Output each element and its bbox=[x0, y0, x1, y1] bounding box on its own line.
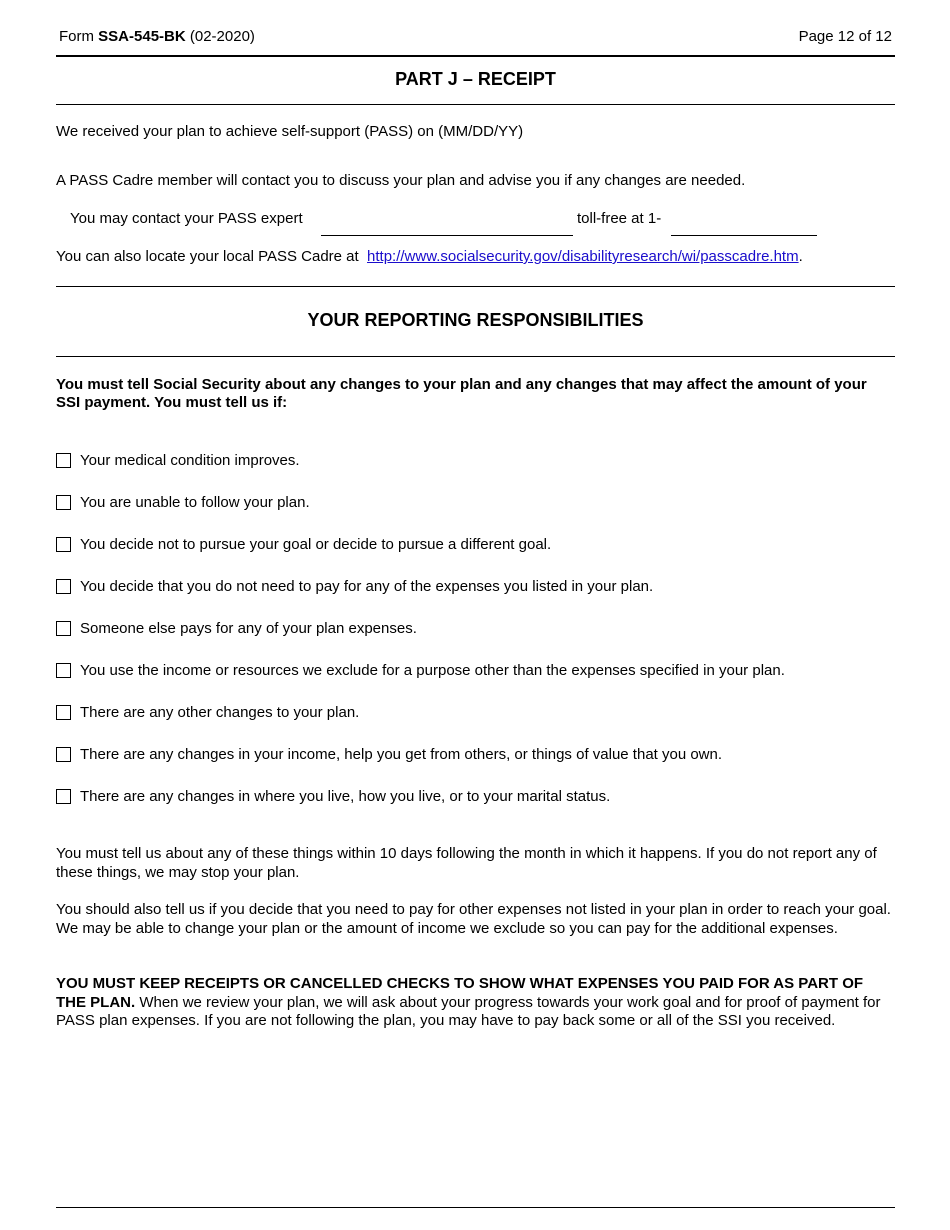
part-j-title: PART J – RECEIPT bbox=[395, 69, 556, 89]
checklist-item bbox=[56, 534, 551, 554]
checkbox[interactable] bbox=[56, 453, 71, 468]
toll-free-number-field[interactable] bbox=[671, 217, 817, 236]
checklist-item-label: You decide that you do not need to pay for any of the expenses you listed in your plan. bbox=[80, 577, 654, 595]
responsibilities-intro: You must tell Social Security about any changes to your plan and any changes that may affect the amount of your SSI payment. You must tell us if: bbox=[56, 376, 867, 411]
locate-period: . bbox=[798, 248, 803, 265]
checklist-item-label: Someone else pays for any of your plan expenses. bbox=[80, 619, 417, 637]
locate-cadre-line bbox=[56, 248, 803, 265]
receipts-paragraph bbox=[56, 975, 896, 1031]
checklist-item-label: You are unable to follow your plan. bbox=[80, 493, 310, 511]
checklist-item-label: Your medical condition improves. bbox=[80, 451, 300, 469]
form-identifier bbox=[59, 28, 255, 45]
checkbox[interactable] bbox=[56, 747, 71, 762]
checkbox[interactable] bbox=[56, 621, 71, 636]
responsibilities-title: YOUR REPORTING RESPONSIBILITIES bbox=[307, 310, 644, 330]
contact-label: You may contact your PASS expert bbox=[70, 210, 303, 227]
toll-free-label: toll-free at 1- bbox=[577, 210, 662, 227]
checklist-item bbox=[56, 786, 610, 806]
checkbox[interactable] bbox=[56, 663, 71, 678]
other-expenses-paragraph: You should also tell us if you decide that you need to pay for other expenses not listed in your plan in order to reach your goal. We may be able to change your plan or the amount of income we exclude so you can pay for the additional expenses. bbox=[56, 901, 891, 937]
checklist-item bbox=[56, 660, 785, 680]
ten-days-paragraph: You must tell us about any of these things within 10 days following the month in which it happens. If you do not report any of these things, we may stop your plan. bbox=[56, 845, 877, 881]
cadre-statement: A PASS Cadre member will contact you to discuss your plan and advise you if any changes are needed. bbox=[56, 172, 746, 189]
checklist-item bbox=[56, 702, 359, 722]
header-divider bbox=[56, 55, 895, 57]
checkbox[interactable] bbox=[56, 495, 71, 510]
form-prefix: Form bbox=[59, 28, 94, 45]
checkbox[interactable] bbox=[56, 705, 71, 720]
checkbox[interactable] bbox=[56, 537, 71, 552]
divider bbox=[56, 104, 895, 105]
checklist-item bbox=[56, 618, 417, 638]
form-number: SSA-545-BK bbox=[98, 28, 186, 45]
footer-divider bbox=[56, 1207, 895, 1208]
pass-cadre-link[interactable]: http://www.socialsecurity.gov/disabilityresearch/wi/passcadre.htm bbox=[367, 248, 799, 265]
checkbox[interactable] bbox=[56, 579, 71, 594]
checklist-item bbox=[56, 744, 722, 764]
checklist-item bbox=[56, 576, 653, 596]
checklist-item-label: There are any changes in where you live, how you live, or to your marital status. bbox=[80, 787, 611, 805]
divider bbox=[56, 356, 895, 357]
checklist-item-label: There are any other changes to your plan. bbox=[80, 703, 360, 721]
pass-expert-field[interactable] bbox=[321, 217, 573, 236]
checklist-item bbox=[56, 492, 310, 512]
page-number: Page 12 of 12 bbox=[798, 28, 892, 45]
checklist-item-label: You decide not to pursue your goal or decide to pursue a different goal. bbox=[80, 535, 552, 553]
received-statement: We received your plan to achieve self-support (PASS) on (MM/DD/YY) bbox=[56, 123, 524, 140]
locate-cadre-text: You can also locate your local PASS Cadre at bbox=[56, 248, 359, 265]
receipts-details: When we review your plan, we will ask about your progress towards your work goal and for proof of payment for PASS plan expenses. If you are not following the plan, you may have to pay back some or all of the SSI you received. bbox=[56, 993, 881, 1029]
receipts-warning: YOU MUST KEEP RECEIPTS OR CANCELLED CHECKS TO SHOW WHAT EXPENSES YOU PAID FOR AS PART OF THE PLAN. bbox=[56, 975, 864, 1011]
form-date: (02-2020) bbox=[189, 28, 255, 45]
divider bbox=[56, 286, 895, 287]
checkbox[interactable] bbox=[56, 789, 71, 804]
checklist-item-label: You use the income or resources we exclude for a purpose other than the expenses specified in your plan. bbox=[80, 661, 785, 679]
checklist-item-label: There are any changes in your income, help you get from others, or things of value that you own. bbox=[80, 745, 723, 763]
checklist-item bbox=[56, 450, 300, 470]
